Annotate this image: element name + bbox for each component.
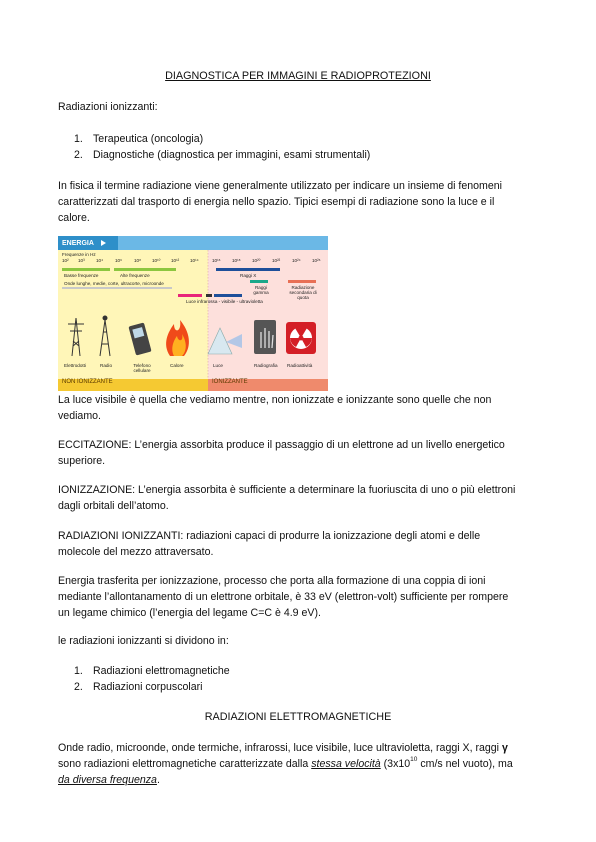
frequency-label: Frequenze in Hz (62, 252, 96, 257)
figure-header: ENERGIA (62, 240, 94, 247)
paragraph-line: superiore. (58, 455, 106, 467)
definition-ionizzazione (58, 482, 548, 498)
icon-label: Radiografia (254, 363, 278, 368)
paragraph-line (58, 740, 548, 756)
paragraph-line: In fisica il termine radiazione viene generalmente utilizzato per indicare un insieme di fenomeni (58, 180, 502, 192)
list-item: 1. Radiazioni elettromagnetiche (74, 665, 230, 677)
xray-label: Raggi X (240, 273, 257, 278)
paragraph-line: La luce visibile è quella che vediamo mentre, non ionizzate e ionizzante sono quelle che non (58, 394, 492, 406)
em-line-text: sono radiazioni elettromagnetiche caratterizzate dalla (58, 758, 312, 770)
tick-label: 10²² (272, 258, 281, 263)
em-line-text: . (156, 774, 160, 786)
exponent: 10 (410, 756, 418, 764)
tick-label: 10¹⁴ (190, 258, 199, 263)
list-item-text: Radiazioni corpuscolari (93, 681, 203, 693)
paragraph-line: calore. (58, 212, 90, 224)
em-line-text: (3x10 (380, 758, 411, 770)
tick-label: 10² (62, 258, 69, 263)
paragraph-line: molecole del mezzo attraversato. (58, 546, 214, 558)
tick-label: 10²⁶ (312, 258, 321, 263)
page-title: DIAGNOSTICA PER IMMAGINI E RADIOPROTEZIONI (165, 70, 431, 82)
tick-label: 10¹² (171, 258, 180, 263)
emphasis-frequency: da diversa frequenza (58, 774, 157, 786)
tick-label: 10¹⁸ (232, 258, 241, 263)
list-item: 2. Diagnostiche (diagnostica per immagini, esami strumentali) (74, 149, 371, 161)
paragraph-line: caratterizzati dal trasporto di energia nello spazio. Tipici esempi di radiazione sono la luce e il (58, 196, 495, 208)
icon-label: Luce (213, 363, 223, 368)
tick-label: 10⁸ (134, 258, 142, 263)
tick-label: 10¹⁰ (152, 258, 161, 263)
tick-label: 10²⁰ (252, 258, 261, 263)
paragraph-line: mediante l’allontanamento di un elettrone orbitale, è 33 eV (elettron-volt) sufficiente per rompere (58, 591, 509, 603)
secondary-radiation-label: Radiazione secondaria di quota (289, 285, 317, 300)
paragraph-line: Energia trasferita per ionizzazione, processo che porta alla formazione di una coppia di ioni (58, 575, 486, 587)
section-heading-em: RADIAZIONI ELETTROMAGNETICHE (204, 711, 392, 723)
paragraph-line: le radiazioni ionizzanti si dividono in: (58, 635, 229, 647)
icon-label: Radioattività (287, 363, 313, 368)
definition-text: : L’energia assorbita è sufficiente a determinare la fuoriuscita di uno o più elettroni (132, 484, 516, 496)
energy-spectrum-figure (58, 236, 328, 391)
term: IONIZZAZIONE (58, 484, 133, 496)
definition-radiazioni-ionizzanti (58, 528, 548, 544)
gamma-symbol: γ (501, 742, 508, 754)
tick-label: 10²⁴ (292, 258, 301, 263)
definition-eccitazione (58, 437, 548, 453)
list-item-text: Terapeutica (oncologia) (93, 133, 204, 145)
icon-label: Radio (100, 363, 113, 368)
definition-text: : L’energia assorbita produce il passaggio di un elettrone ad un livello energetico (128, 439, 505, 451)
section-heading-ionizing: Radiazioni ionizzanti: (58, 101, 158, 113)
list-item-text: Diagnostiche (diagnostica per immagini, esami strumentali) (93, 149, 371, 161)
waves-label: Onde lunghe, medie, corte, ultracorte, microonde (64, 281, 164, 286)
list-item: 1. Terapeutica (oncologia) (74, 133, 204, 145)
paragraph-line (58, 772, 548, 788)
high-frequency-label: Alte frequenze (120, 273, 150, 278)
term: ECCITAZIONE (58, 439, 129, 451)
em-line-text: Onde radio, microonde, onde termiche, infrarossi, luce visibile, luce ultravioletta, raggi X, raggi (58, 742, 502, 754)
gamma-label: Raggi gamma (253, 285, 269, 295)
non-ionizing-label: NON IONIZZANTE (62, 379, 113, 385)
em-line-text: cm/s nel vuoto), ma (417, 758, 513, 770)
low-frequency-label: Basse frequenze (64, 273, 99, 278)
list-item-text: Radiazioni elettromagnetiche (93, 665, 230, 677)
icon-label: Calore (170, 363, 184, 368)
tick-label: 10⁴ (96, 258, 104, 263)
paragraph-line: un legame chimico (l’energia del legame C=C è 4.9 eV). (58, 607, 321, 619)
light-label: Luce infrarossa - visibile - ultravioletta (186, 299, 263, 304)
tick-label: 10⁶ (115, 258, 123, 263)
paragraph-line (58, 756, 548, 772)
paragraph-line: dagli orbitali dell’atomo. (58, 500, 169, 512)
ionizing-label: IONIZZANTE (212, 379, 248, 385)
tick-label: 10¹⁶ (212, 258, 221, 263)
term: RADIAZIONI IONIZZANTI (58, 530, 181, 542)
list-item: 2. Radiazioni corpuscolari (74, 681, 203, 693)
icon-label: Elettrodotti (64, 363, 86, 368)
paragraph-line: vediamo. (58, 410, 101, 422)
emphasis-speed: stessa velocità (311, 758, 381, 770)
icon-label: Telefono cellulare (133, 363, 151, 373)
tick-label: 10³ (78, 258, 85, 263)
definition-text: : radiazioni capaci di produrre la ionizzazione degli atomi e delle (180, 530, 481, 542)
